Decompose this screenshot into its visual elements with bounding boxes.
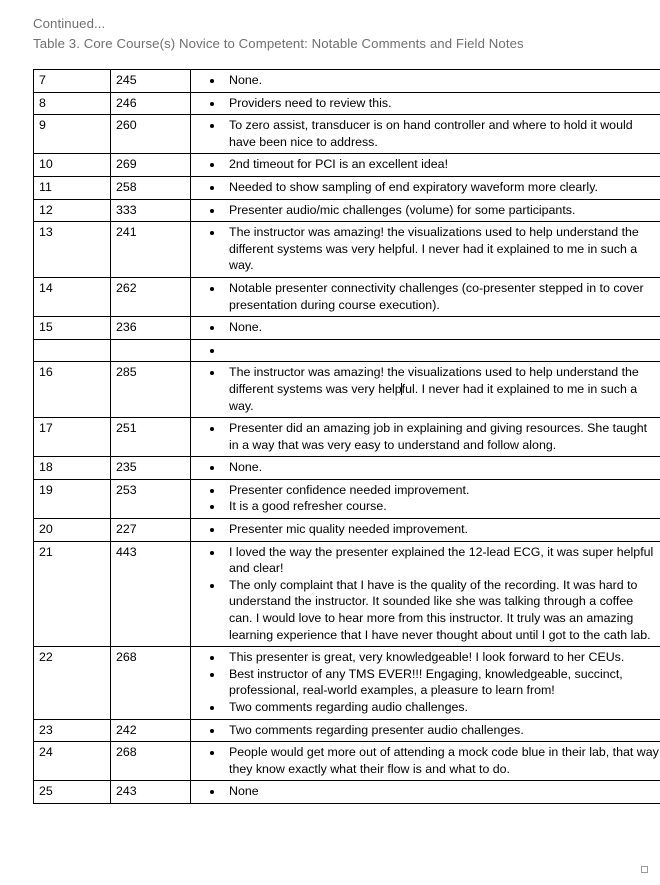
note-item: It is a good refresher course. (196, 498, 659, 515)
note-item: Two comments regarding presenter audio challenges. (196, 722, 659, 739)
note-list (196, 364, 659, 414)
cell-notes (191, 277, 660, 316)
cell-id: 22 (34, 647, 111, 719)
cell-id: 25 (34, 781, 111, 804)
cell-count: 251 (111, 418, 191, 457)
cell-notes (191, 418, 660, 457)
table-row (34, 781, 660, 804)
note-list (196, 117, 659, 150)
table-row (34, 719, 660, 742)
cell-id: 9 (34, 115, 111, 154)
note-item: None (196, 783, 659, 800)
resize-handle[interactable] (641, 866, 648, 873)
cell-notes (191, 457, 660, 480)
cell-id: 16 (34, 362, 111, 418)
cell-id: 15 (34, 317, 111, 340)
cell-notes (191, 479, 660, 518)
note-list (196, 420, 659, 453)
note-item: To zero assist, transducer is on hand controller and where to hold it would have been nice to address. (196, 117, 659, 150)
table-row (34, 519, 660, 542)
cell-id: 13 (34, 222, 111, 278)
cell-count: 258 (111, 176, 191, 199)
table-row (34, 222, 660, 278)
table-container (33, 69, 659, 804)
table-row (34, 176, 660, 199)
cell-id (34, 339, 111, 362)
note-item: Best instructor of any TMS EVER!!! Engaging, knowledgeable, succinct, professional, real-world examples, a pleasure to learn from! (196, 666, 659, 699)
note-list (196, 482, 659, 515)
cell-count: 243 (111, 781, 191, 804)
note-list (196, 179, 659, 196)
note-list (196, 202, 659, 219)
cell-count: 269 (111, 154, 191, 177)
cell-id: 18 (34, 457, 111, 480)
note-item: The instructor was amazing! the visualizations used to help understand the different systems was very helpful. I never had it explained to me in such a way. (196, 364, 659, 414)
cell-id: 19 (34, 479, 111, 518)
cell-count: 268 (111, 647, 191, 719)
table-row (34, 418, 660, 457)
cell-id: 20 (34, 519, 111, 542)
cell-count: 260 (111, 115, 191, 154)
cell-count: 253 (111, 479, 191, 518)
cell-notes (191, 742, 660, 781)
cell-notes (191, 719, 660, 742)
continued-label: Continued... (33, 16, 106, 31)
note-list (196, 459, 659, 476)
cell-notes (191, 647, 660, 719)
note-item: Two comments regarding audio challenges. (196, 699, 659, 716)
table-row (34, 479, 660, 518)
cell-id: 10 (34, 154, 111, 177)
note-list (196, 342, 659, 359)
note-item: 2nd timeout for PCI is an excellent idea! (196, 156, 659, 173)
note-list (196, 649, 659, 715)
note-list (196, 224, 659, 274)
cell-count: 268 (111, 742, 191, 781)
cell-id: 17 (34, 418, 111, 457)
cell-notes (191, 541, 660, 647)
note-item: Providers need to review this. (196, 95, 659, 112)
cell-notes (191, 70, 660, 93)
cell-count: 245 (111, 70, 191, 93)
cell-count: 235 (111, 457, 191, 480)
cell-count: 246 (111, 92, 191, 115)
note-list (196, 156, 659, 173)
note-item: None. (196, 72, 659, 89)
cell-notes (191, 154, 660, 177)
note-item: The only complaint that I have is the quality of the recording. It was hard to understand the instructor. It sounded like she was talking through a coffee can. I would love to hear more from this instructor. It truly was an amazing learning experience that I have never thought about until I got to the cath lab. (196, 577, 659, 643)
cell-count: 262 (111, 277, 191, 316)
cell-count: 236 (111, 317, 191, 340)
cell-count: 333 (111, 199, 191, 222)
table-body (34, 70, 660, 804)
cell-id: 23 (34, 719, 111, 742)
note-list (196, 319, 659, 336)
note-list (196, 744, 659, 777)
text-cursor (401, 383, 402, 395)
table-row (34, 457, 660, 480)
table-row (34, 92, 660, 115)
cell-id: 14 (34, 277, 111, 316)
cell-notes (191, 115, 660, 154)
note-item: Presenter confidence needed improvement. (196, 482, 659, 499)
cell-id: 7 (34, 70, 111, 93)
cell-id: 21 (34, 541, 111, 647)
cell-id: 24 (34, 742, 111, 781)
note-list (196, 783, 659, 800)
note-item: Needed to show sampling of end expiratory waveform more clearly. (196, 179, 659, 196)
note-item: Presenter mic quality needed improvement. (196, 521, 659, 538)
cell-notes (191, 199, 660, 222)
note-list (196, 280, 659, 313)
note-item (196, 342, 659, 359)
note-list (196, 95, 659, 112)
table-row (34, 339, 660, 362)
table-row (34, 317, 660, 340)
table-row (34, 154, 660, 177)
cell-id: 11 (34, 176, 111, 199)
table-row (34, 362, 660, 418)
cell-count: 443 (111, 541, 191, 647)
table-row (34, 647, 660, 719)
note-list (196, 72, 659, 89)
cell-id: 8 (34, 92, 111, 115)
note-list (196, 521, 659, 538)
cell-count: 242 (111, 719, 191, 742)
table-row (34, 277, 660, 316)
note-item: Presenter audio/mic challenges (volume) for some participants. (196, 202, 659, 219)
cell-notes (191, 222, 660, 278)
note-item: None. (196, 319, 659, 336)
cell-notes (191, 339, 660, 362)
table-row (34, 70, 660, 93)
document-header (33, 14, 633, 54)
cell-count: 285 (111, 362, 191, 418)
note-item: This presenter is great, very knowledgeable! I look forward to her CEUs. (196, 649, 659, 666)
cell-notes (191, 362, 660, 418)
cell-notes (191, 92, 660, 115)
cell-count: 227 (111, 519, 191, 542)
note-item: Presenter did an amazing job in explaining and giving resources. She taught in a way that was very easy to understand and follow along. (196, 420, 659, 453)
cell-id: 12 (34, 199, 111, 222)
table-row (34, 115, 660, 154)
table-row (34, 742, 660, 781)
cell-notes (191, 317, 660, 340)
note-item: People would get more out of attending a mock code blue in their lab, that way they know exactly what their flow is and what to do. (196, 744, 659, 777)
table-caption: Table 3. Core Course(s) Novice to Competent: Notable Comments and Field Notes (33, 36, 524, 51)
note-item: I loved the way the presenter explained the 12-lead ECG, it was super helpful and clear! (196, 544, 659, 577)
cell-count: 241 (111, 222, 191, 278)
note-list (196, 544, 659, 644)
note-item: None. (196, 459, 659, 476)
cell-notes (191, 519, 660, 542)
table-row (34, 541, 660, 647)
cell-count (111, 339, 191, 362)
table-row (34, 199, 660, 222)
cell-notes (191, 176, 660, 199)
note-item: Notable presenter connectivity challenges (co-presenter stepped in to cover presentation during course execution). (196, 280, 659, 313)
cell-notes (191, 781, 660, 804)
note-item: The instructor was amazing! the visualizations used to help understand the different systems was very helpful. I never had it explained to me in such a way. (196, 224, 659, 274)
note-list (196, 722, 659, 739)
notable-comments-table (33, 69, 660, 804)
